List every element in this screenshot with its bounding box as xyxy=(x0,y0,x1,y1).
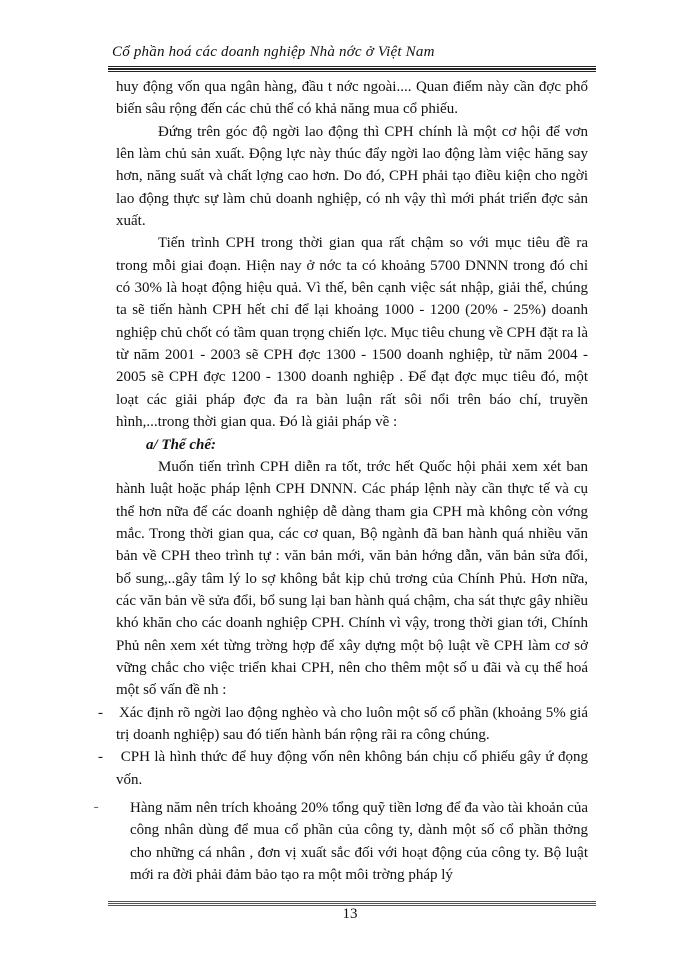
header-rule xyxy=(108,66,596,72)
dash-marker: - xyxy=(98,704,103,721)
bullet-item-text: Hàng năm nên trích khoảng 20% tổng quỹ tiền lơng để đa vào tài khoản của công nhân dùng để mua cổ phần của công ty, dành một số cổ phần thởng cho những cá nhân , đơn vị xuất sắc đối với hoạt động của công ty. Bộ luật mới ra đời phải đảm bảo tạo ra một môi trờng pháp lý xyxy=(130,800,588,884)
paragraph-institution: Muốn tiến trình CPH diễn ra tốt, trớc hết Quốc hội phải xem xét ban hành luật hoặc pháp lệnh CPH DNNN. Các pháp lệnh này cần thực tế và cụ thể hơn nữa để các doanh nghiệp dễ dàng tham gia CPH mà không còn vớng mắc. Trong thời gian qua, các cơ quan, Bộ ngành đã ban hành quá nhiều văn bản về CPH theo trình tự : văn bản mới, văn bản hớng dẫn, văn bản sửa đổi, bổ sung,..gây tâm lý lo sợ không bắt kịp chủ trơng của Chính Phủ. Hơn nữa, các văn bản về sửa đổi, bổ sung lại ban hành quá chậm, cha sát thực gây nhiều khó khăn cho các doanh nghiệp CPH. Chính vì vậy, trong thời gian tới, Chính Phủ nên xem xét từng trờng hợp để xây dựng một bộ luật về CPH làm cơ sở vững chắc cho việc triển khai CPH, nên cho thêm một số u đãi và cụ thể hoá một số vấn đề nh : xyxy=(116,458,588,699)
bullet-marker: ˗ xyxy=(94,798,99,813)
dash-marker: - xyxy=(98,749,103,766)
paragraph-progress: Tiến trình CPH trong thời gian qua rất chậm so với mục tiêu đề ra trong mỗi giai đoạn. Hiện nay ở nớc ta có khoảng 5700 DNNN trong đó chỉ có 30% là hoạt động hiệu quả. Vì thế, bên cạnh việc sát nhập, giải thể, chúng ta sẽ tiến hành CPH hết chỉ để lại khoảng 1000 - 1200 (20% - 25%) doanh nghiệp chủ chốt có tầm quan trọng chiến lợc. Mục tiêu chung về CPH đặt ra là từ năm 2001 - 2003 sẽ CPH đợc 1300 - 1500 doanh nghiệp, từ năm 2004 - 2005 sẽ CPH đợc 1200 - 1300 doanh nghiệp . Để đạt đợc mục tiêu đó, một loạt các giải pháp đợc đa ra bàn luận rất sôi nổi trên báo chí, truyền hình,...trong thời gian qua. Đó là giải pháp về : xyxy=(116,235,588,431)
page-number: 13 xyxy=(342,906,358,922)
paragraph-labor: Đứng trên góc độ ngời lao động thì CPH chính là một cơ hội để vơn lên làm chủ sản xuất. Động lực này thúc đẩy ngời lao động làm việc hăng say hơn, năng suất và chất lợng cao hơn. Do đó, CPH phải tạo điều kiện cho ngời lao động thực sự làm chủ doanh nghiệp, có nh vậy thì mới phát triển đợc sản xuất. xyxy=(116,123,588,230)
dash-item-text: CPH là hình thức để huy động vốn nên không bán chịu cổ phiếu gây ứ đọng vốn. xyxy=(116,749,588,788)
dash-item-text: Xác định rõ ngời lao động nghèo và cho luôn một số cổ phần (khoảng 5% giá trị doanh nghiệp) sau đó tiến hành bán rộng rãi ra công chúng. xyxy=(116,704,588,743)
bullet-item xyxy=(94,797,588,886)
section-heading: a/ Thể chế: xyxy=(146,436,216,453)
body-text xyxy=(94,76,588,886)
paragraph-continuation: huy động vốn qua ngân hàng, đầu t nớc ngoài.... Quan điểm này cần đợc phổ biến sâu rộng đến các chủ thể có khả năng mua cổ phiếu. xyxy=(116,79,588,118)
running-header: Cổ phần hoá các doanh nghiệp Nhà nớc ở Việt Nam xyxy=(112,44,435,60)
dash-item-2 xyxy=(98,746,588,791)
dash-item-1 xyxy=(98,702,588,747)
